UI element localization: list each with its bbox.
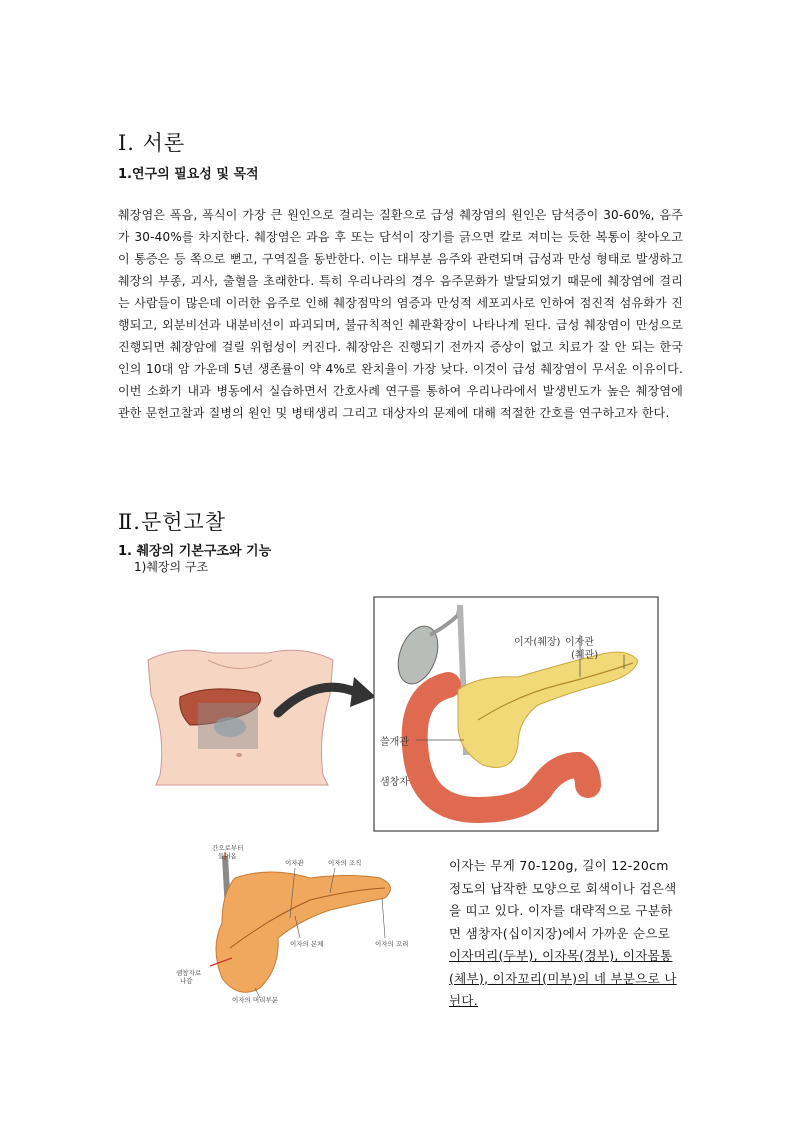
section1-subtitle: 1.연구의 필요성 및 목적 [118, 167, 259, 182]
label-pancreatic-duct: 이자관 [565, 637, 594, 648]
label-from-liver: 간으로부터 [212, 844, 244, 852]
label-head: 이자의 머리부분 [232, 996, 279, 1004]
label-tail: 이자의 꼬리 [375, 940, 409, 948]
pancreas-parts-figure [160, 838, 430, 1006]
label-bile-duct: 쓸개관 [380, 737, 409, 748]
label-to-duodenum: 샘창자로 [176, 969, 202, 977]
pancreas-description [449, 855, 681, 1013]
label-pancreatic-duct-alt: (췌관) [571, 650, 599, 661]
label-pancreas: 이자(췌장) [514, 637, 561, 648]
label-tissue: 이자의 조직 [328, 859, 362, 867]
pancreas-description-underlined: 이자머리(두부), 이자목(경부), 이자몸통(체부), 이자꼬리(미부)의 네 부분으로 나뉜다. [449, 948, 677, 1008]
section2-title: Ⅱ.문헌고찰 [118, 510, 227, 534]
label-from-liver-2: 들어옴 [218, 852, 237, 860]
label-pancreatic-duct-2: 이자관 [285, 859, 304, 867]
pancreas-description-plain: 이자는 무게 70-120g, 길이 12-20cm 정도의 납작한 모양으로 회색이나 검은색을 띠고 있다. 이자를 대략적으로 구분하면 샘창자(십이지장)에서 가까운 순으로 [449, 858, 677, 941]
label-duodenum: 샘창자 [380, 777, 409, 788]
section1-paragraph: 췌장염은 폭음, 폭식이 가장 큰 원인으로 걸리는 질환으로 급성 췌장염의 원인은 담석증이 30-60%, 음주가 30-40%를 차지한다. 췌장염은 과음 후 또는 담석이 장기를 긁으면 칼로 져미는 듯한 복통이 찾아오고 이 통증은 등 쪽으로 뻗고, 구역질을 동반한다. 이는 대부분 음주와 관련되며 급성과 만성 형태로 발생하고 췌장의 부종, 괴사, 출혈을 초래한다. 특히 우리나라의 경우 음주문화가 발달되었기 때문에 췌장염에 걸리는 사람들이 많은데 이러한 음주로 인해 췌장점막의 염증과 만성적 세포괴사로 인하여 점진적 섬유화가 진행되고, 외분비선과 내분비선이 파괴되며, 불규칙적인 췌관확장이 나타나게 된다. 급성 췌장염이 만성으로 진행되면 췌장암에 걸릴 위험성이 커진다. 췌장암은 진행되기 전까지 증상이 없고 치료가 잘 안 되는 한국인의 10대 암 가운데 5년 생존률이 약 4%로 완치율이 가장 낮다. 이것이 급성 췌장염이 무서운 이유이다. 이번 소화기 내과 병동에서 실습하면서 간호사례 연구를 통하여 우리나라에서 발생빈도가 높은 췌장염에 관한 문헌고찰과 질병의 원인 및 병태생리 그리고 대상자의 문제에 대해 적절한 간호를 연구하고자 한다. [118, 208, 683, 420]
pancreas-anatomy-figure [118, 585, 663, 835]
section2-subsubtitle: 1)췌장의 구조 [134, 560, 209, 574]
section2-subtitle: 1. 췌장의 기본구조와 기능 [118, 544, 272, 559]
label-body: 이자의 본체 [290, 940, 324, 948]
label-to-duodenum-2: 나감 [180, 977, 193, 985]
section1-title: Ⅰ. 서론 [118, 131, 186, 155]
anatomy-illustration [118, 585, 663, 835]
